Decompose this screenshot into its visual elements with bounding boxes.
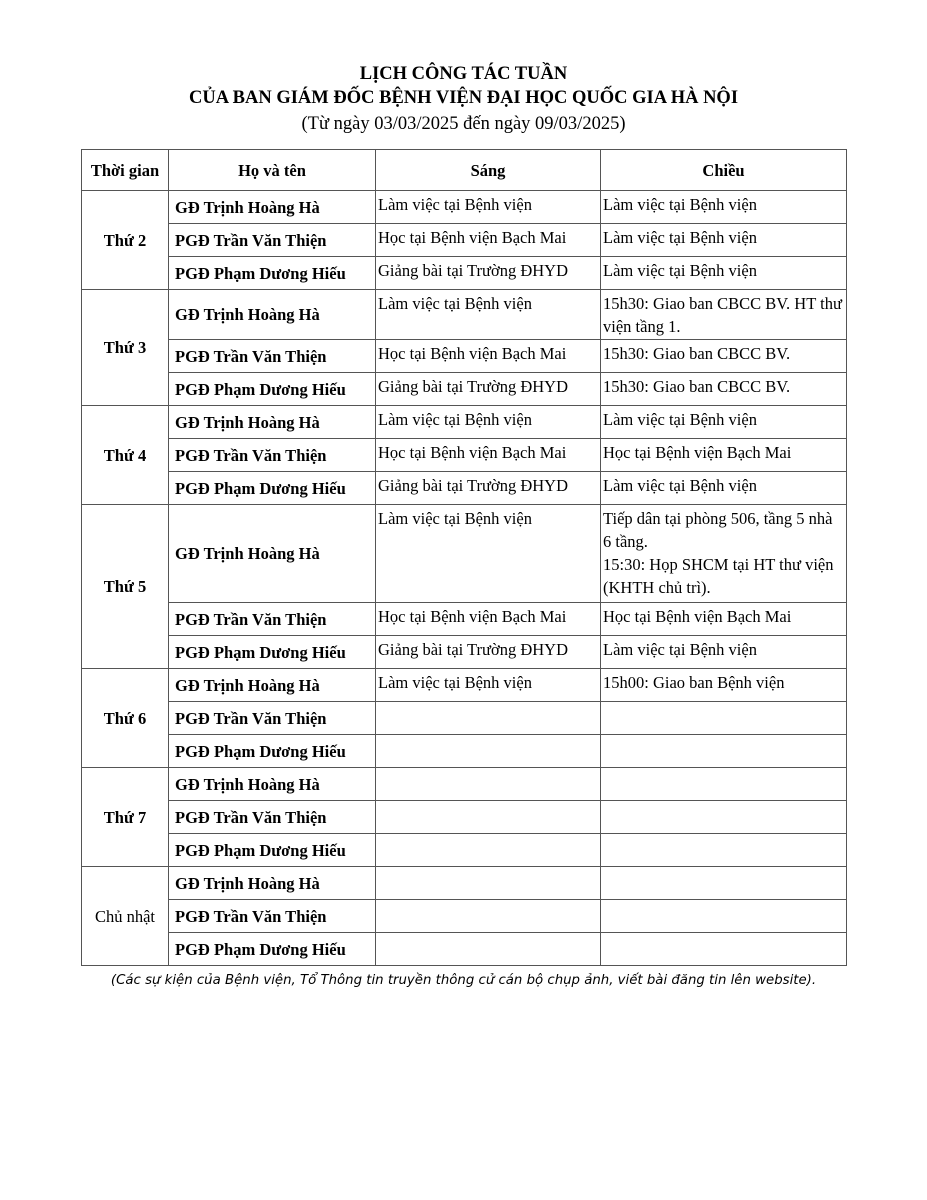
person-cell: GĐ Trịnh Hoàng Hà	[169, 406, 376, 439]
table-row	[82, 900, 847, 933]
afternoon-cell: Làm việc tại Bệnh viện	[601, 224, 847, 257]
column-header-afternoon: Chiều	[601, 150, 847, 191]
afternoon-cell: Làm việc tại Bệnh viện	[601, 257, 847, 290]
document-title: LỊCH CÔNG TÁC TUẦN	[359, 64, 568, 84]
person-cell: PGĐ Trần Văn Thiện	[169, 340, 376, 373]
table-row	[82, 290, 847, 340]
morning-cell	[376, 900, 601, 933]
person-cell: PGĐ Trần Văn Thiện	[169, 224, 376, 257]
morning-cell: Làm việc tại Bệnh viện	[376, 191, 601, 224]
afternoon-cell: Làm việc tại Bệnh viện	[601, 636, 847, 669]
afternoon-cell: Làm việc tại Bệnh viện	[601, 472, 847, 505]
table-row	[82, 933, 847, 966]
afternoon-line: Tiếp dân tại phòng 506, tầng 5 nhà 6 tầng.	[603, 509, 833, 551]
table-row	[82, 603, 847, 636]
date-range: (Từ ngày 03/03/2025 đến ngày 09/03/2025)	[301, 114, 626, 134]
morning-cell: Giảng bài tại Trường ĐHYD	[376, 636, 601, 669]
table-row	[82, 636, 847, 669]
afternoon-cell	[601, 702, 847, 735]
person-cell: GĐ Trịnh Hoàng Hà	[169, 768, 376, 801]
afternoon-cell: Làm việc tại Bệnh viện	[601, 406, 847, 439]
person-cell: GĐ Trịnh Hoàng Hà	[169, 290, 376, 340]
afternoon-cell	[601, 933, 847, 966]
table-row	[82, 669, 847, 702]
table-row	[82, 191, 847, 224]
day-cell: Chủ nhật	[82, 867, 169, 966]
title-block	[0, 62, 927, 137]
afternoon-cell: Học tại Bệnh viện Bạch Mai	[601, 603, 847, 636]
morning-cell: Giảng bài tại Trường ĐHYD	[376, 472, 601, 505]
person-cell: GĐ Trịnh Hoàng Hà	[169, 191, 376, 224]
morning-cell: Học tại Bệnh viện Bạch Mai	[376, 340, 601, 373]
column-header-name: Họ và tên	[169, 150, 376, 191]
column-header-morning: Sáng	[376, 150, 601, 191]
table-row	[82, 735, 847, 768]
table-row	[82, 702, 847, 735]
afternoon-cell: Học tại Bệnh viện Bạch Mai	[601, 439, 847, 472]
day-cell: Thứ 3	[82, 290, 169, 406]
morning-cell: Làm việc tại Bệnh viện	[376, 505, 601, 603]
afternoon-cell	[601, 867, 847, 900]
table-row	[82, 340, 847, 373]
person-cell: PGĐ Trần Văn Thiện	[169, 801, 376, 834]
morning-cell: Làm việc tại Bệnh viện	[376, 669, 601, 702]
document-subtitle: CỦA BAN GIÁM ĐỐC BỆNH VIỆN ĐẠI HỌC QUỐC GIA HÀ NỘI	[188, 88, 739, 108]
table-row	[82, 505, 847, 603]
afternoon-cell	[601, 505, 847, 603]
afternoon-cell: 15h00: Giao ban Bệnh viện	[601, 669, 847, 702]
person-cell: GĐ Trịnh Hoàng Hà	[169, 669, 376, 702]
person-cell: PGĐ Trần Văn Thiện	[169, 702, 376, 735]
table-row	[82, 768, 847, 801]
morning-cell: Học tại Bệnh viện Bạch Mai	[376, 603, 601, 636]
person-cell: PGĐ Phạm Dương Hiếu	[169, 834, 376, 867]
day-cell: Thứ 4	[82, 406, 169, 505]
day-cell: Thứ 7	[82, 768, 169, 867]
morning-cell	[376, 834, 601, 867]
morning-cell: Học tại Bệnh viện Bạch Mai	[376, 224, 601, 257]
day-cell: Thứ 5	[82, 505, 169, 669]
afternoon-cell	[601, 735, 847, 768]
afternoon-line: 15:30: Họp SHCM tại HT thư viện (KHTH chủ trì).	[603, 555, 834, 597]
person-cell: PGĐ Phạm Dương Hiếu	[169, 933, 376, 966]
person-cell: PGĐ Phạm Dương Hiếu	[169, 735, 376, 768]
person-cell: PGĐ Trần Văn Thiện	[169, 900, 376, 933]
table-row	[82, 801, 847, 834]
morning-cell: Học tại Bệnh viện Bạch Mai	[376, 439, 601, 472]
table-row	[82, 834, 847, 867]
person-cell: PGĐ Trần Văn Thiện	[169, 439, 376, 472]
morning-cell	[376, 867, 601, 900]
person-cell: PGĐ Phạm Dương Hiếu	[169, 636, 376, 669]
morning-cell	[376, 702, 601, 735]
afternoon-cell	[601, 801, 847, 834]
morning-cell	[376, 801, 601, 834]
footer-note: (Các sự kiện của Bệnh viện, Tổ Thông tin truyền thông cử cán bộ chụp ảnh, viết bài đăng tin lên website).	[110, 973, 817, 988]
day-cell: Thứ 2	[82, 191, 169, 290]
person-cell: PGĐ Phạm Dương Hiếu	[169, 257, 376, 290]
morning-cell: Làm việc tại Bệnh viện	[376, 290, 601, 340]
table-row	[82, 406, 847, 439]
afternoon-cell: 15h30: Giao ban CBCC BV.	[601, 373, 847, 406]
person-cell: PGĐ Phạm Dương Hiếu	[169, 373, 376, 406]
table-row	[82, 439, 847, 472]
afternoon-cell	[601, 900, 847, 933]
morning-cell: Giảng bài tại Trường ĐHYD	[376, 373, 601, 406]
afternoon-cell: 15h30: Giao ban CBCC BV.	[601, 340, 847, 373]
table-row	[82, 257, 847, 290]
day-cell: Thứ 6	[82, 669, 169, 768]
morning-cell: Làm việc tại Bệnh viện	[376, 406, 601, 439]
person-cell: GĐ Trịnh Hoàng Hà	[169, 867, 376, 900]
morning-cell	[376, 933, 601, 966]
table-row	[82, 373, 847, 406]
column-header-time: Thời gian	[82, 150, 169, 191]
table-row	[82, 472, 847, 505]
table-row	[82, 224, 847, 257]
morning-cell	[376, 735, 601, 768]
afternoon-cell: Làm việc tại Bệnh viện	[601, 191, 847, 224]
morning-cell	[376, 768, 601, 801]
afternoon-cell	[601, 834, 847, 867]
table-row	[82, 867, 847, 900]
afternoon-cell: 15h30: Giao ban CBCC BV. HT thư viện tầng 1.	[601, 290, 847, 340]
afternoon-cell	[601, 768, 847, 801]
person-cell: GĐ Trịnh Hoàng Hà	[169, 505, 376, 603]
schedule-table	[81, 149, 847, 966]
morning-cell: Giảng bài tại Trường ĐHYD	[376, 257, 601, 290]
person-cell: PGĐ Phạm Dương Hiếu	[169, 472, 376, 505]
person-cell: PGĐ Trần Văn Thiện	[169, 603, 376, 636]
